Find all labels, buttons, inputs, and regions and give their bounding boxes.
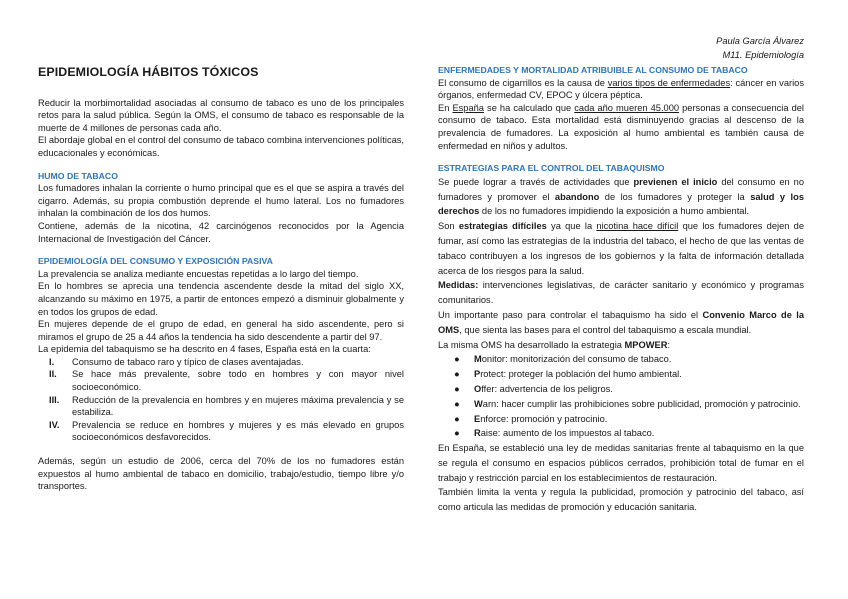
page-header	[716, 34, 804, 62]
bullet-icon: ●	[454, 354, 460, 365]
bullet-icon: ●	[454, 398, 460, 409]
list-item	[38, 394, 404, 419]
list-item: ● Enforce: promoción y patrocinio.	[438, 412, 804, 427]
subject-label: M11. Epidemiología	[722, 50, 804, 60]
phase-text: Consumo de tabaco raro y típico de clases aventajadas.	[72, 356, 304, 367]
bullet-icon: ●	[454, 369, 460, 380]
section-heading-epidemiologia: EPIDEMIOLOGÍA DEL CONSUMO Y EXPOSICIÓN PASIVA	[38, 256, 273, 267]
epi-paragraph: La epidemia del tabaquismo se ha descrito en 4 fases, España está en la cuarta:	[38, 344, 371, 355]
closing-paragraph: Además, según un estudio de 2006, cerca del 70% de los no fumadores están expuestos al humo ambiental de tabaco en domicilio, trabajo/estudio, tiempo libre y/o transportes.	[38, 456, 404, 492]
phase-text: Prevalencia se reduce en hombres y mujeres y es más elevado en grupos socioeconómicos desfavorecidos.	[72, 419, 404, 443]
phase-number: IV.	[49, 419, 60, 430]
right-column	[438, 64, 804, 515]
list-item	[38, 419, 404, 444]
page-title: EPIDEMIOLOGÍA HÁBITOS TÓXICOS	[38, 65, 259, 79]
left-column	[38, 66, 404, 493]
list-item: ● Protect: proteger la población del humo ambiental.	[438, 367, 804, 382]
mpower-list	[438, 352, 804, 441]
list-item: ● Monitor: monitorización del consumo de tabaco.	[438, 352, 804, 367]
phase-number: II.	[49, 369, 57, 380]
list-item	[38, 356, 404, 369]
phase-number: III.	[49, 394, 60, 405]
list-item	[38, 368, 404, 393]
est-paragraph: Son estrategias difíciles ya que la nicotina hace difícil que los fumadores dejen de fumar, así como las estrategias de la industria del tabaco, el hecho de que las ventas de tabaco contribuyen a los ingresos de los gobiernos y la falta de información detallada acerca de los riesgos para la salud.	[438, 221, 805, 276]
phase-text: Se hace más prevalente, sobre todo en hombres y con mayor nivel socioeconómico.	[72, 369, 404, 393]
phase-number: I.	[49, 356, 55, 367]
phase-text: Reducción de la prevalencia en hombres y en mujeres máxima prevalencia y se estabiliza.	[72, 394, 404, 418]
bullet-icon: ●	[454, 413, 460, 424]
closing-paragraph: En España, se estableció una ley de medidas sanitarias frente al tabaquismo en la que se regula el consumo en espacios públicos cerrados, prohibición total de fumar en el trabajo y restricción parcial en los establecimientos de restauración.	[438, 443, 804, 483]
bullet-icon: ●	[454, 428, 460, 439]
medidas-paragraph: Medidas: intervenciones legislativas, de carácter sanitario y económico y programas comunitarios.	[438, 280, 804, 306]
list-item: ● Offer: advertencia de los peligros.	[438, 382, 804, 397]
author-name: Paula García Álvarez	[716, 36, 804, 46]
epi-paragraph: La prevalencia se analiza mediante encuestas repetidas a lo largo del tiempo.	[38, 268, 359, 279]
humo-paragraph: Contiene, además de la nicotina, 42 carcinógenos reconocidos por la Agencia Internacional de Investigación del Cáncer.	[38, 220, 404, 244]
enf-paragraph: El consumo de cigarrillos es la causa de varios tipos de enfermedades: cáncer en varios órganos, enfermedad CV, EPOC y úlcera péptica.	[438, 77, 804, 101]
phases-list	[38, 356, 404, 444]
convenio-paragraph: Un importante paso para controlar el tabaquismo ha sido el Convenio Marco de la OMS, que sienta las bases para el control del tabaquismo a escala mundial.	[438, 309, 805, 335]
intro-paragraph: Reducir la morbimortalidad asociadas al consumo de tabaco es uno de los principales retos para la salud pública. Según la OMS, el consumo de tabaco es responsable de la muerte de 4 millones de personas cada año.	[38, 97, 404, 133]
bullet-icon: ●	[454, 383, 460, 394]
section-heading-enfermedades: ENFERMEDADES Y MORTALIDAD ATRIBUIBLE AL CONSUMO DE TABACO	[438, 65, 748, 75]
epi-paragraph: En mujeres depende de el grupo de edad, en general ha sido ascendente, pero si miramos el grupo de 25 a 44 años la tendencia ha sido descendente a partir del 97.	[38, 319, 404, 342]
enf-paragraph: En España se ha calculado que cada año mueren 45.000 personas a consecuencia del consumo de tabaco. Esta mortalidad está disminuyendo gracias al descenso de la prevalencia de fumadores. La exposición al humo ambiental es también causa de enfermedad en niños y adultos.	[438, 102, 804, 151]
section-heading-humo: HUMO DE TABACO	[38, 170, 118, 181]
closing-paragraph: También limita la venta y regula la publicidad, promoción y patrocinio del tabaco, así como articula las medidas de promoción y educación sanitaria.	[438, 487, 804, 513]
est-paragraph: Se puede lograr a través de actividades que previenen el inicio del consumo en no fumadores y promover el abandono de los fumadores y proteger la salud y los derechos de los no fumadores impidiendo la exposición a humo ambiental.	[438, 176, 804, 217]
mpower-intro: La misma OMS ha desarrollado la estrategia MPOWER:	[438, 339, 671, 350]
list-item: ● Warn: hacer cumplir las prohibiciones sobre publicidad, promoción y patrocinio.	[438, 397, 804, 412]
humo-paragraph: Los fumadores inhalan la corriente o humo principal que es el que se aspira a través del cigarro. Además, su propia combustión deprende el humo lateral. Los no fumadores inhalan la combinación de los dos humos.	[38, 183, 404, 219]
list-item: ● Raise: aumento de los impuestos al tabaco.	[438, 426, 804, 441]
section-heading-estrategias: ESTRATEGIAS PARA EL CONTROL DEL TABAQUISMO	[438, 163, 665, 174]
intro-paragraph: El abordaje global en el control del consumo de tabaco combina intervenciones políticas, educacionales y económicas.	[38, 135, 404, 158]
epi-paragraph: En lo hombres se aprecia una tendencia ascendente desde la mitad del siglo XX, alcanzando su máximo en 1975, a partir de entonces empezó a disminuir globalmente y en todos los grupos de edad.	[38, 281, 404, 317]
